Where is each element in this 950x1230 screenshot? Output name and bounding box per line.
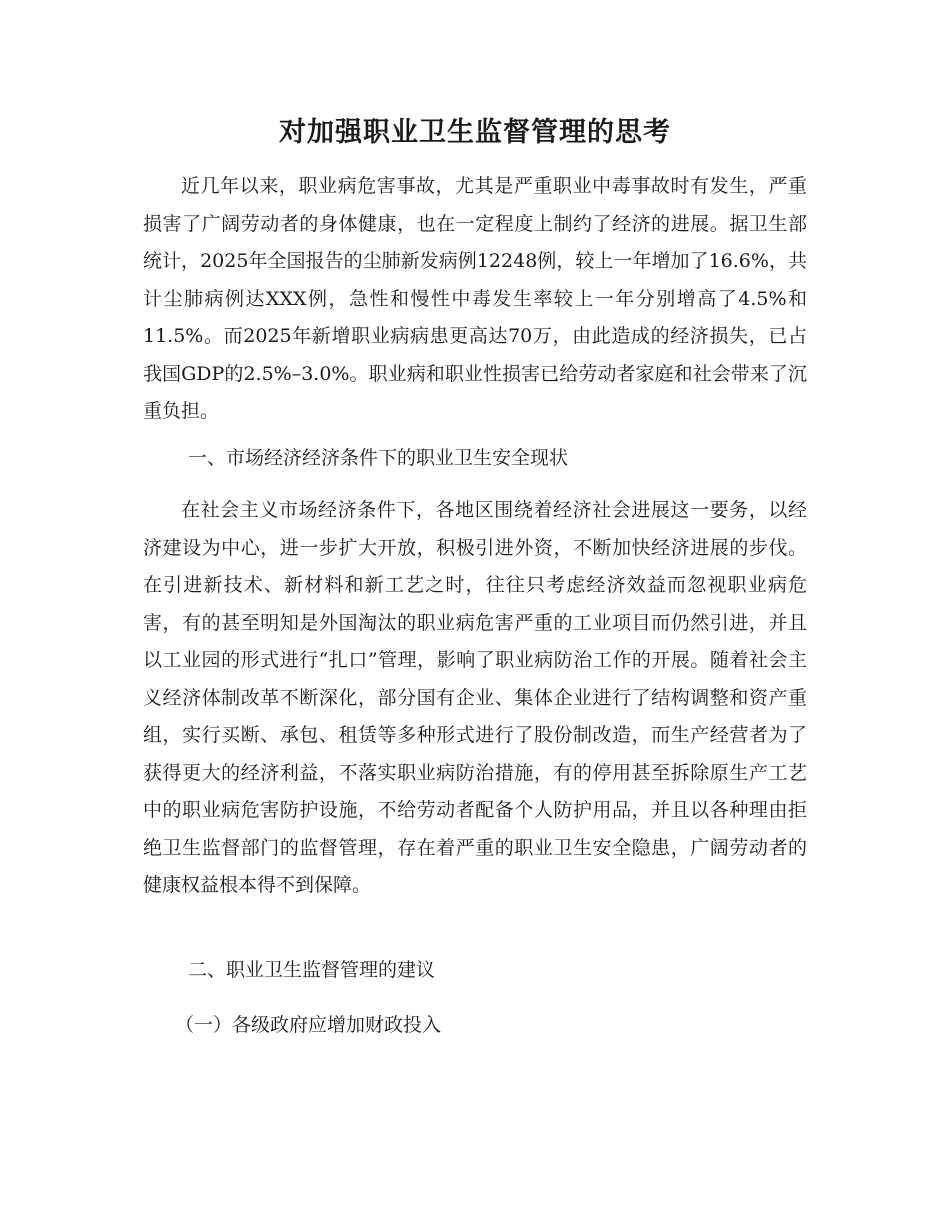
paragraph-current-status: 在社会主义市场经济条件下，各地区围绕着经济社会进展这一要务，以经济建设为中心，进一步扩大开放，积极引进外资，不断加快经济进展的步伐。在引进新技术、新材料和新工艺之时，往往只考虑经济效益而忽视职业病危害，有的甚至明知是外国淘汰的职业病危害严重的工业项目而仍然引进，并且以工业园的形式进行“扎口”管理，影响了职业病防治工作的开展。随着社会主义经济体制改革不断深化，部分国有企业、集体企业进行了结构调整和资产重组，实行买断、承包、租赁等多种形式进行了股份制改造，而生产经营者为了获得更大的经济利益，不落实职业病防治措施，有的停用甚至拆除原生产工艺中的职业病危害防护设施，不给劳动者配备个人防护用品，并且以各种理由拒绝卫生监督部门的监督管理，存在着严重的职业卫生安全隐患，广阔劳动者的健康权益根本得不到保障。 (143, 499, 807, 896)
paragraph-intro: 近几年以来，职业病危害事故，尤其是严重职业中毒事故时有发生，严重损害了广阔劳动者的身体健康，也在一定程度上制约了经济的进展。据卫生部统计，2025年全国报告的尘肺新发病例12248例，较上一年增加了16.6%，共计尘肺病例达XXX例，急性和慢性中毒发生率较上一年分别增高了4.5%和11.5%。而2025年新增职业病病患更高达70万，由此造成的经济损失，已占我国GDP的2.5%–3.0%。职业病和职业性损害已给劳动者家庭和社会带来了沉重负担。 (143, 175, 807, 422)
section-heading-1: 一、市场经济经济条件下的职业卫生安全现状 (188, 447, 569, 469)
document-title: 对加强职业卫生监督管理的思考 (279, 117, 671, 148)
sub-heading-1: （一）各级政府应增加财政投入 (175, 1014, 442, 1036)
section-heading-2: 二、职业卫生监督管理的建议 (188, 959, 436, 981)
